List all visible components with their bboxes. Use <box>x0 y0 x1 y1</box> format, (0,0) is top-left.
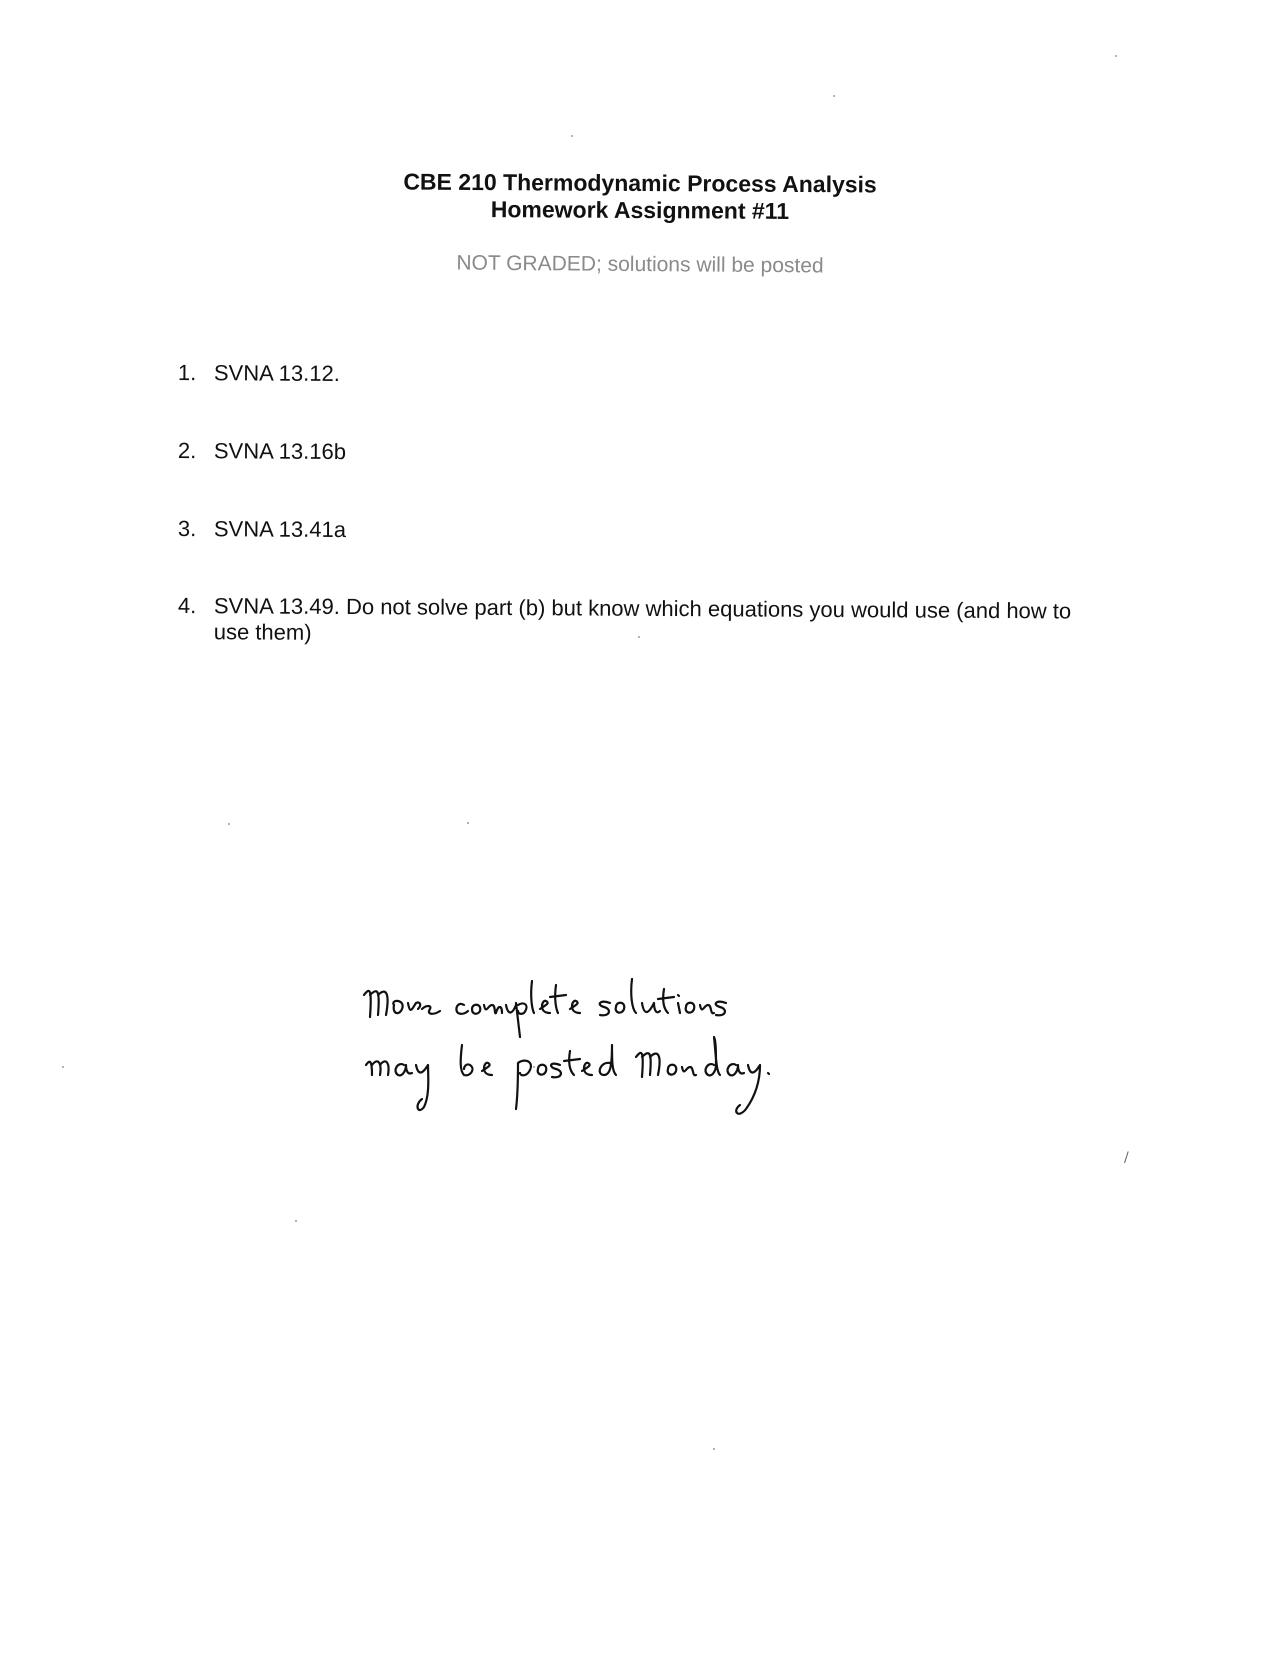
document-subtitle: Homework Assignment #11 <box>490 196 790 224</box>
problem-text: SVNA 13.16b <box>213 438 347 465</box>
scan-speck <box>62 1066 64 1068</box>
problem-item <box>177 360 1078 386</box>
problem-item <box>177 438 1078 465</box>
document-header <box>0 166 1280 228</box>
problem-number: 1. <box>177 360 197 386</box>
scan-speck <box>833 95 835 97</box>
handwritten-note-drawing <box>360 975 820 1125</box>
scan-speck <box>467 822 469 824</box>
grading-note: NOT GRADED; solutions will be posted <box>456 251 824 278</box>
handwritten-note <box>360 975 820 1125</box>
scan-speck <box>713 1448 715 1450</box>
scan-speck <box>533 1066 535 1068</box>
problem-item <box>177 516 1078 543</box>
scan-mark: / <box>1124 1150 1129 1166</box>
problem-number: 2. <box>177 438 197 464</box>
scan-speck <box>1115 55 1117 57</box>
problem-number: 4. <box>177 593 197 619</box>
problem-item <box>177 593 1078 645</box>
problem-text: SVNA 13.41a <box>213 516 347 543</box>
problem-text: SVNA 13.12. <box>213 360 340 386</box>
scan-speck <box>638 636 640 638</box>
scan-speck <box>571 135 573 137</box>
document-title: CBE 210 Thermodynamic Process Analysis <box>403 168 877 198</box>
problem-text: SVNA 13.49. Do not solve part (b) but know which equations you would use (and how to use them) <box>213 593 1072 645</box>
scan-speck <box>295 1220 297 1222</box>
scan-speck <box>228 823 230 825</box>
problem-number: 3. <box>177 516 197 542</box>
